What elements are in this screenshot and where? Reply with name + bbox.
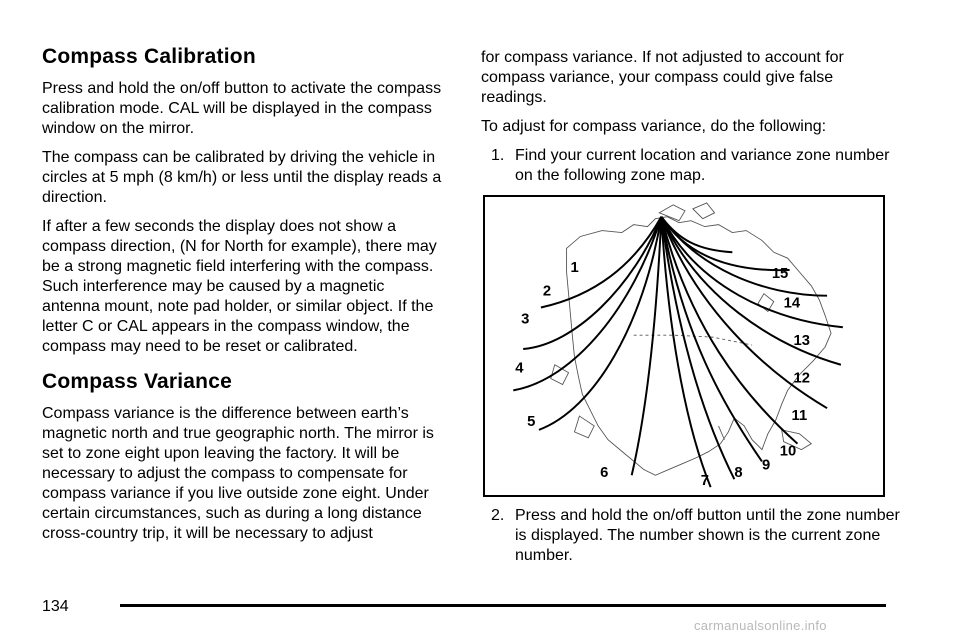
step-1-text: Find your current location and variance zone number on the following zone map.: [515, 147, 890, 184]
variance-zone-map: [483, 195, 885, 497]
zone-label-15: 15: [771, 265, 789, 282]
footer-rule: [120, 604, 886, 607]
zone-label-11: 11: [791, 408, 808, 425]
page-number: 134: [42, 598, 69, 615]
zone-label-12: 12: [793, 370, 810, 387]
continent-outline: [551, 203, 831, 475]
zone-label-13: 13: [793, 333, 810, 350]
zone-label-14: 14: [783, 295, 801, 312]
heading-compass-calibration: Compass Calibration: [42, 45, 256, 68]
paragraph-variance-3: To adjust for compass variance, do the following:: [481, 118, 827, 135]
step-2-number: 2.: [491, 507, 505, 524]
step-1-number: 1.: [491, 147, 505, 164]
zone-label-6: 6: [600, 465, 609, 482]
zone-label-4: 4: [515, 360, 524, 377]
zone-line-4: [539, 217, 661, 430]
zone-label-1: 1: [570, 259, 579, 276]
list-item-step-1: [491, 146, 901, 186]
right-column: [481, 48, 901, 575]
paragraph-calibration-1: Press and hold the on/off button to activate the compass calibration mode. CAL will be displayed in the compass window on the mirror.: [42, 80, 442, 137]
watermark: carmanualsonline.info: [694, 618, 827, 633]
list-item-step-2: [491, 506, 901, 566]
zone-label-8: 8: [734, 465, 743, 482]
paragraph-calibration-3: If after a few seconds the display does not show a compass direction, (N for North for example), there may be a strong magnetic field interfering with the compass. Such interference may be caused by a magnetic antenna mount, note pad holder, or similar object. If the letter C or CAL appears in the compass window, the compass may need to be reset or calibrated.: [42, 218, 437, 355]
heading-compass-variance: Compass Variance: [42, 370, 232, 393]
zone-label-7: 7: [700, 473, 710, 490]
zone-line-14: [661, 217, 789, 270]
zone-label-5: 5: [527, 413, 536, 430]
left-column: [42, 44, 444, 553]
zone-label-3: 3: [521, 311, 530, 328]
paragraph-variance-2: for compass variance. If not adjusted to account for compass variance, your compass could give false readings.: [481, 49, 844, 106]
step-2-text: Press and hold the on/off button until the zone number is displayed. The number shown is the current zone number.: [515, 507, 900, 564]
zone-label-9: 9: [761, 457, 771, 474]
paragraph-variance-1: Compass variance is the difference between earth’s magnetic north and true geographic north. The mirror is set to zone eight upon leaving the factory. It will be necessary to adjust the compass to compensate for compass variance if you live outside zone eight. Under certain circumstances, such as during a long distance cross-country trip, it will be necessary to adjust: [42, 405, 434, 542]
zone-label-10: 10: [779, 443, 797, 460]
zone-line-13: [661, 217, 827, 296]
zone-label-2: 2: [542, 283, 552, 300]
zone-labels: [515, 260, 810, 489]
paragraph-calibration-2: The compass can be calibrated by driving the vehicle in circles at 5 mph (8 km/h) or less until the display reads a direction.: [42, 149, 442, 206]
